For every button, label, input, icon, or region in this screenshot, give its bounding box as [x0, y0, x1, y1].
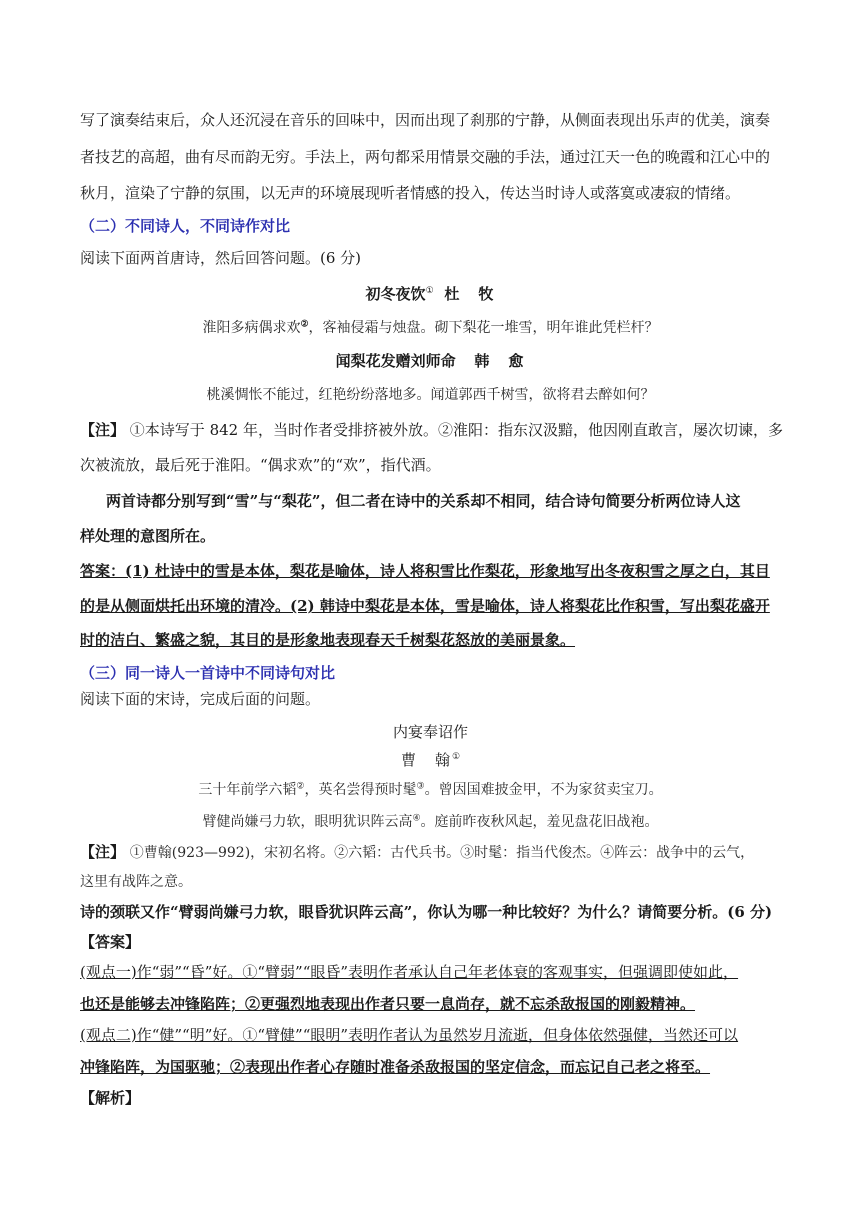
note-line: 这里有战阵之意。 — [80, 874, 192, 890]
poem-text: 臂健尚嫌弓力软，眼明犹识阵云高 — [202, 814, 413, 830]
poem-title: 初冬夜饮 — [365, 285, 426, 303]
footnote-marker: ④ — [412, 813, 421, 824]
note-line — [80, 420, 790, 440]
poem-text: 淮阳多病偶求欢 — [202, 320, 301, 336]
footnote-marker: ② — [296, 781, 305, 792]
paragraph-line: 者技艺的高超，曲有尽而韵无穷。手法上，两句都采用情景交融的手法，通过江天一色的晚霞和江心中的 — [80, 148, 771, 166]
poem-text: ，客袖侵霜与烛盘。砌下梨花一堆雪，明年谁此凭栏杆？ — [308, 320, 659, 336]
question-text: 诗的颈联又作“臂弱尚嫌弓力软，眼昏犹识阵云高”，你认为哪一种比较好？为什么？请简要分析。(6 分) — [80, 903, 773, 921]
footnote-marker: ① — [425, 286, 434, 296]
answer-line: 的是从侧面烘托出环境的清冷。(2) 韩诗中梨花是本体，雪是喻体，诗人将梨花比作积雪，写出梨花盛开 — [80, 597, 770, 615]
poem-author: 曹 翰 — [400, 751, 452, 769]
poem-author: 韩 愈 — [474, 352, 526, 370]
note-text: ①本诗写于 842 年，当时作者受排挤被外放。②淮阳：指东汉汲黯，他因刚直敢言，屡次切谏，多 — [129, 421, 783, 439]
poem-author-line — [0, 750, 861, 770]
note-label: 【注】 — [80, 421, 126, 439]
footnote-marker: ① — [451, 752, 461, 762]
poem-title-line — [0, 284, 861, 304]
answer-line: 冲锋陷阵，为国驱驰；②表现出作者心存随时准备杀敌报国的坚定信念，而忘记自己老之将至。 — [80, 1058, 711, 1076]
section-heading: （二）不同诗人，不同诗作对比 — [80, 217, 291, 235]
paragraph-line: 秋月，渲染了宁静的氛围，以无声的环境展现听者情感的投入，传达当时诗人或落寞或凄寂的情绪。 — [80, 184, 741, 202]
paragraph-line: 写了演奏结束后，众人还沉浸在音乐的回味中，因而出现了刹那的宁静，从侧面表现出乐声的优美，演奏 — [80, 111, 771, 129]
poem-line — [0, 780, 861, 800]
poem-line — [0, 812, 861, 832]
poem-author: 杜 牧 — [444, 285, 496, 303]
answer-label: 【答案】 — [80, 933, 141, 951]
answer-line: (观点一)作“弱”“昏”好。①“臂弱”“眼昏”表明作者承认自己年老体衰的客观事实，但强调即使如此， — [80, 963, 739, 981]
note-line: 次被流放，最后死于淮阳。“偶求欢”的“欢”，指代酒。 — [80, 456, 441, 474]
answer-line: 答案：(1) 杜诗中的雪是本体，梨花是喻体，诗人将积雪比作梨花，形象地写出冬夜积雪之厚之白，其目 — [80, 562, 770, 580]
poem-text: 。曾因国难披金甲，不为家贫卖宝刀。 — [424, 782, 663, 798]
intro-text: 阅读下面的宋诗，完成后面的问题。 — [80, 690, 321, 708]
answer-line: 也还是能够去冲锋陷阵；②更强烈地表现出作者只要一息尚存，就不忘杀敌报国的刚毅精神。 — [80, 995, 696, 1013]
note-line — [80, 842, 790, 863]
footnote-marker: ③ — [416, 781, 425, 792]
answer-line: 时的洁白、繁盛之貌，其目的是形象地表现春天千树梨花怒放的美丽景象。 — [80, 631, 576, 649]
poem-title-line — [0, 351, 861, 371]
answer-line: (观点二)作“健”“明”好。①“臂健”“眼明”表明作者认为虽然岁月流逝，但身体依然强健，当然还可以 — [80, 1026, 739, 1044]
poem-text: ，英名尝得预时髦 — [304, 782, 417, 798]
section-heading: （三）同一诗人一首诗中不同诗句对比 — [80, 664, 336, 682]
analysis-label: 【解析】 — [80, 1089, 141, 1107]
poem-title: 闻梨花发赠刘师命 — [335, 352, 456, 370]
note-text: ①曹翰(923—992)，宋初名将。②六韬：古代兵书。③时髦：指当代俊杰。④阵云：战争中的云气， — [129, 845, 755, 861]
poem-text: 三十年前学六韬 — [198, 782, 297, 798]
poem-title: 内宴奉诏作 — [392, 723, 468, 741]
poem-line — [0, 318, 861, 338]
note-label: 【注】 — [80, 843, 126, 861]
poem-text: 。庭前昨夜秋风起，羞见盘花旧战袍。 — [420, 814, 659, 830]
question-text: 两首诗都分别写到“雪”与“梨花”，但二者在诗中的关系却不相同，结合诗句简要分析两位诗人这 — [106, 492, 741, 510]
poem-line: 桃溪惆怅不能过，红艳纷纷落地多。闻道郭西千树雪，欲将君去醉如何？ — [206, 387, 655, 403]
footnote-marker: ② — [300, 319, 309, 330]
intro-text: 阅读下面两首唐诗，然后回答问题。(6 分) — [80, 249, 362, 267]
question-text: 样处理的意图所在。 — [80, 527, 216, 545]
